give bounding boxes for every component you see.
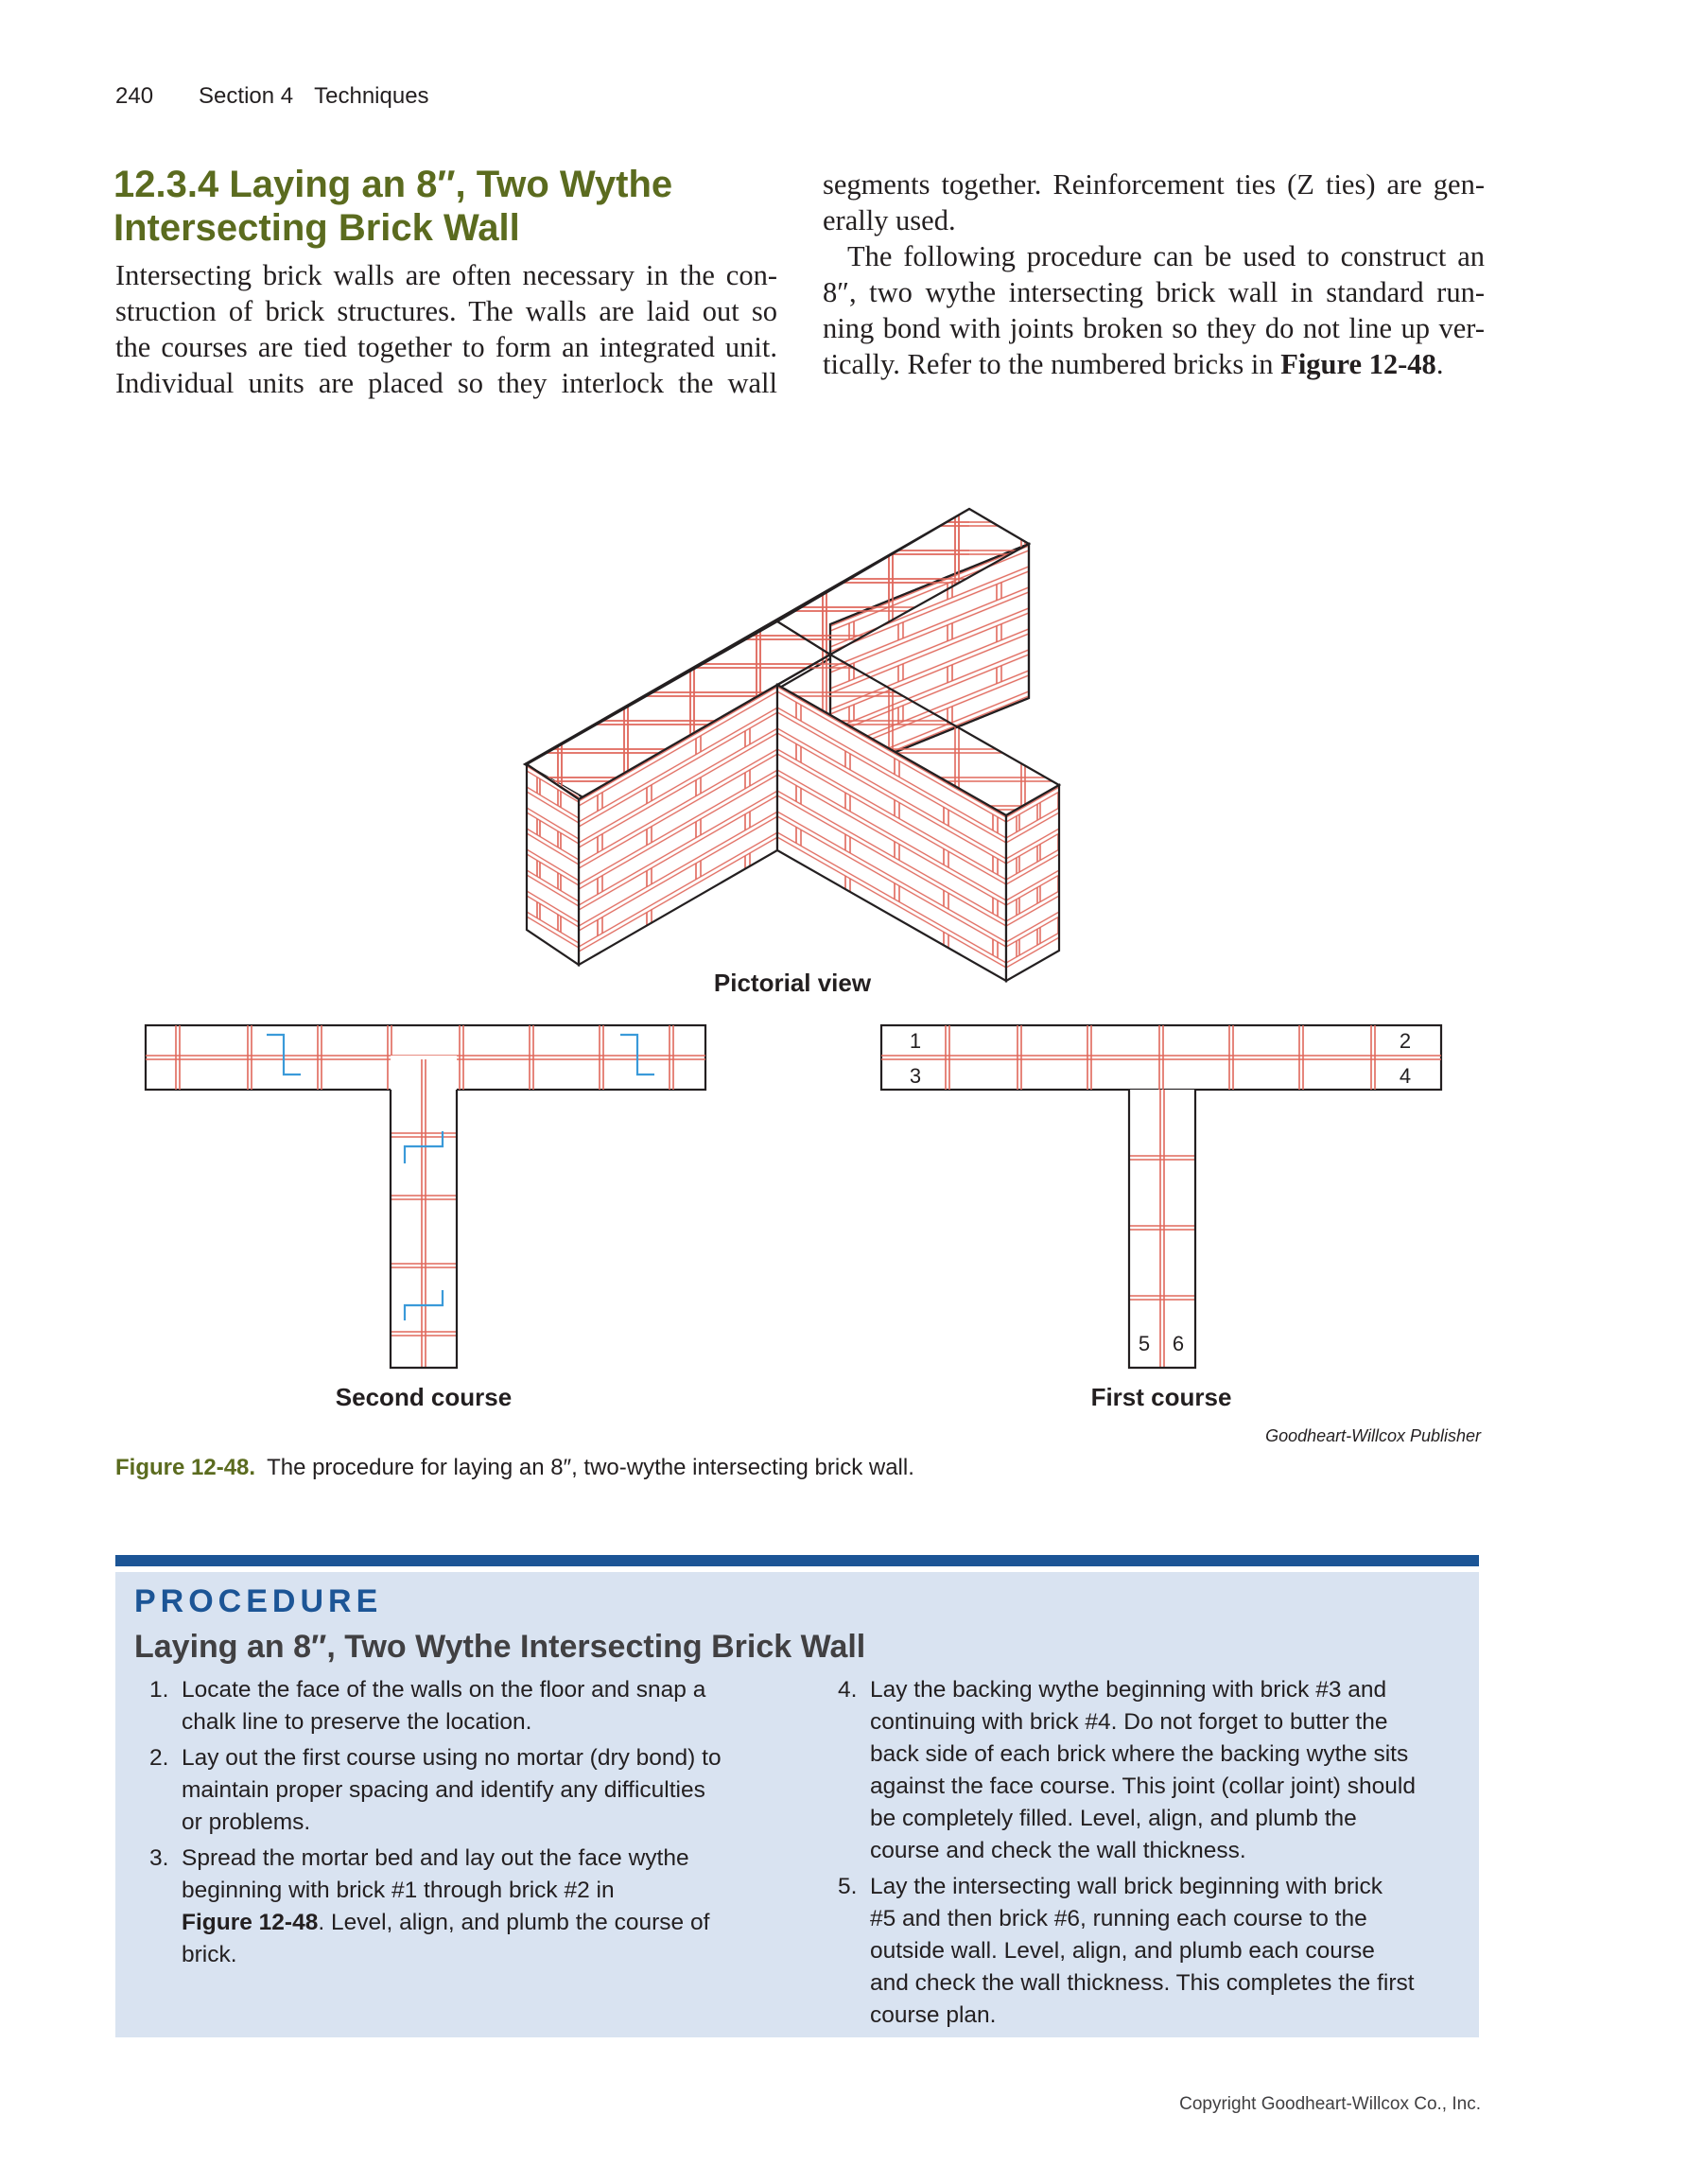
body-line: Intersecting brick walls are often necessary in the con-: [115, 259, 777, 291]
section-number: Section 4: [199, 83, 294, 109]
procedure-step: [134, 1674, 796, 1738]
step-line: continuing with brick #4. Do not forget to butter the: [870, 1709, 1388, 1735]
step-line: beginning with brick #1 through brick #2 in: [182, 1878, 615, 1903]
step-line: brick.: [182, 1942, 237, 1967]
step-line: course and check the wall thickness.: [870, 1838, 1246, 1863]
first-course-plan: [881, 1025, 1441, 1411]
step-line: Lay the intersecting wall brick beginning with brick: [870, 1874, 1383, 1899]
figure-ref-suffix: .: [1435, 348, 1444, 380]
step-number: 3.: [149, 1845, 169, 1871]
pictorial-view: [525, 509, 1059, 997]
procedure-kicker: PROCEDURE: [134, 1583, 383, 1619]
figure-caption: [115, 1455, 914, 1481]
step-line: be completely filled. Level, align, and plumb the: [870, 1806, 1357, 1831]
section-title: Techniques: [314, 83, 429, 109]
brick-number-3: 3: [909, 1064, 922, 1088]
figure-credit: Goodheart-Willcox Publisher: [1265, 1426, 1481, 1445]
body-line: Individual units are placed so they interlock the wall: [115, 367, 777, 399]
pictorial-view-label: Pictorial view: [713, 969, 872, 997]
brick-number-4: 4: [1399, 1064, 1412, 1088]
figure-ref: Figure 12-48: [182, 1910, 319, 1935]
procedure-step: [134, 1742, 796, 1839]
step-line: Lay out the first course using no mortar (dry bond) to: [182, 1745, 722, 1771]
brick-number-2: 2: [1399, 1029, 1412, 1053]
step-line: maintain proper spacing and identify any difficulties: [182, 1777, 705, 1803]
figure-ref-link: Figure 12-48: [1280, 348, 1436, 380]
section-heading-line1: 12.3.4 Laying an 8″, Two Wythe: [113, 164, 673, 205]
step-line: back side of each brick where the backing wythe sits: [870, 1741, 1409, 1767]
step-line: Spread the mortar bed and lay out the face wythe: [182, 1845, 689, 1871]
brick-number-6: 6: [1172, 1332, 1185, 1355]
procedure-step: [134, 1843, 796, 1971]
step-line: #5 and then brick #6, running each course to the: [870, 1906, 1367, 1931]
step-line: and check the wall thickness. This completes the first: [870, 1970, 1415, 1996]
body-line: ning bond with joints broken so they do not line up ver-: [823, 312, 1485, 344]
body-line: 8″, two wythe intersecting brick wall in standard run-: [823, 276, 1485, 308]
figure-ref-prefix: tically. Refer to the numbered bricks in: [823, 348, 1281, 380]
step-number: 2.: [149, 1745, 169, 1771]
body-line: segments together. Reinforcement ties (Z ties) are gen-: [823, 168, 1485, 201]
procedure-steps-right: [823, 1674, 1485, 2035]
procedure-top-bar: [115, 1555, 1479, 1566]
page-number: 240: [115, 83, 154, 109]
body-line: erally used.: [823, 204, 956, 236]
procedure-title: Laying an 8″, Two Wythe Intersecting Brick Wall: [134, 1629, 866, 1665]
stem-wall-end: [1006, 785, 1059, 981]
first-course-label: First course: [1090, 1383, 1232, 1411]
step-line: against the face course. This joint (collar joint) should: [870, 1773, 1416, 1799]
step-line: or problems.: [182, 1809, 311, 1835]
step-line: [182, 1907, 796, 1939]
section-heading-line2: Intersecting Brick Wall: [113, 207, 520, 249]
step-number: 5.: [838, 1874, 858, 1899]
body-line: The following procedure can be used to construct an: [847, 240, 1485, 272]
second-course-label: Second course: [335, 1383, 513, 1411]
procedure-steps-left: [134, 1674, 796, 1975]
step-line: Locate the face of the walls on the floor and snap a: [182, 1677, 706, 1703]
step-line: Lay the backing wythe beginning with brick #3 and: [870, 1677, 1387, 1703]
step-line-rest: . Level, align, and plumb the course of: [318, 1910, 710, 1935]
step-line: outside wall. Level, align, and plumb each course: [870, 1938, 1375, 1964]
procedure-step: [823, 1871, 1485, 2032]
step-number: 1.: [149, 1677, 169, 1703]
step-line: course plan.: [870, 2002, 997, 2028]
step-line: chalk line to preserve the location.: [182, 1709, 532, 1735]
brick-number-1: 1: [909, 1029, 922, 1053]
second-course-plan: [146, 1025, 705, 1411]
figure-caption-label: Figure 12-48.: [115, 1455, 256, 1480]
figure-caption-text: The procedure for laying an 8″, two-wythe intersecting brick wall.: [267, 1455, 914, 1480]
copyright-notice: Copyright Goodheart-Willcox Co., Inc.: [1179, 2094, 1481, 2114]
brick-number-5: 5: [1138, 1332, 1151, 1355]
body-line: the courses are tied together to form an integrated unit.: [115, 331, 777, 363]
body-line: struction of brick structures. The walls are laid out so: [115, 295, 777, 327]
step-number: 4.: [838, 1677, 858, 1703]
procedure-step: [823, 1674, 1485, 1867]
